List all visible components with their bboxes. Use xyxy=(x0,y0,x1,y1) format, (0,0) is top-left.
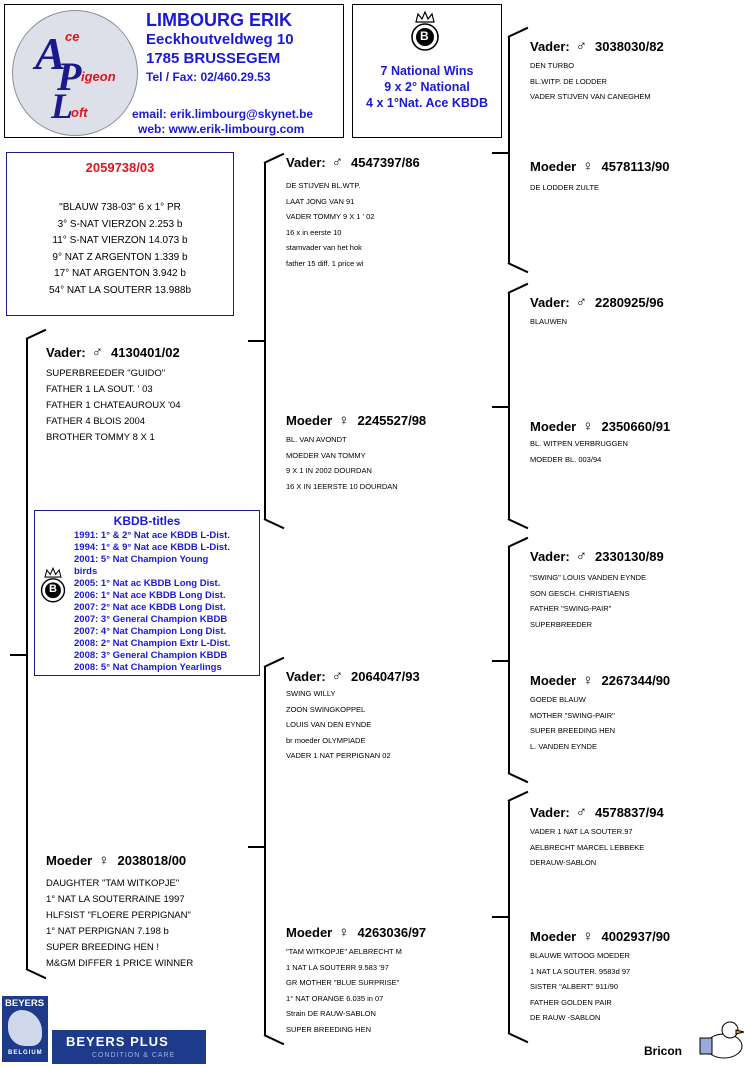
detail-line: DE RAUW -SABLON xyxy=(530,1013,601,1022)
achievement-line: 9° NAT Z ARGENTON 1.339 b xyxy=(52,251,188,263)
kbdb-title-line: 2008: 5° Nat Champion Yearlings xyxy=(74,662,222,673)
detail-line: VADER 1 NAT LA SOUTER.97 xyxy=(530,827,633,836)
dd-ring: 4263036/97 xyxy=(357,925,427,940)
sire-ring: 4130401/02 xyxy=(111,345,180,360)
female-icon: ♀ xyxy=(98,852,110,869)
achievement-line: 11° S-NAT VIERZON 14.073 b xyxy=(52,235,188,246)
detail-line: SUPERBREEDER "GUIDO" xyxy=(46,368,166,379)
ss-bracket xyxy=(508,36,510,264)
detail-line: DE LODDER ZULTE xyxy=(530,183,600,192)
kbdb-title-line: 2005: 1° Nat ac KBDB Long Dist. xyxy=(74,578,221,589)
beyers-plus-logo: BEYERS PLUS CONDITION & CARE xyxy=(52,1030,206,1064)
detail-line: LAAT JONG VAN 91 xyxy=(286,196,355,206)
sdd-ring: 2350660/91 xyxy=(601,419,671,434)
kbdb-title-line: birds xyxy=(74,566,98,577)
dam-ring: 2038018/00 xyxy=(117,853,187,868)
ds-ring: 2064047/93 xyxy=(351,669,420,684)
dss-header: Vader: ♂ 2330130/89 xyxy=(530,548,664,565)
detail-line: GOEDE BLAUW xyxy=(530,695,586,704)
wins-line-3: 4 x 1°Nat. Ace KBDB xyxy=(366,96,488,110)
detail-line: GR MOTHER "BLUE SURPRISE" xyxy=(286,978,400,987)
kbdb-title-line: 1994: 1° & 9° Nat ace KBDB L-Dist. xyxy=(74,542,230,553)
dds-ring: 4578837/94 xyxy=(595,805,664,820)
detail-line: MOEDER VAN TOMMY xyxy=(286,450,366,460)
detail-line: DE STIJVEN BL.WTP. xyxy=(286,181,361,190)
detail-line: BL. WITPEN VERBRUGGEN xyxy=(530,439,628,448)
pigeon-icon xyxy=(8,1010,42,1046)
kbdb-title-line: 2007: 2° Nat ace KBDB Long Dist. xyxy=(74,602,226,613)
detail-line: SUPER BREEDING HEN xyxy=(286,1024,372,1034)
ss-header: Vader: ♂ 4547397/86 xyxy=(286,154,420,171)
detail-line: 9 X 1 IN 2002 DOURDAN xyxy=(286,466,372,475)
kbdb-title-line: 2008: 3° General Champion KBDB xyxy=(74,650,228,661)
dd-bracket xyxy=(508,800,510,1034)
detail-line: SON GESCH. CHRISTIAENS xyxy=(530,588,630,598)
dam-bracket xyxy=(264,666,266,1036)
ds-bracket xyxy=(508,546,510,774)
male-icon: ♂ xyxy=(575,38,587,55)
dss-ring: 2330130/89 xyxy=(595,549,664,564)
kbdb-title-line: 1991: 1° & 2° Nat ace KBDB L-Dist. xyxy=(74,530,230,541)
kbdb-badge-icon: B xyxy=(408,10,442,52)
dam-header: Moeder ♀ 2038018/00 xyxy=(46,852,187,869)
detail-line: SUPER BREEDING HEN ! xyxy=(46,942,159,953)
detail-line: AELBRECHT MARCEL LEBBEKE xyxy=(530,842,645,852)
detail-line: 16 X IN 1EERSTE 10 DOURDAN xyxy=(286,481,398,491)
street: Eeckhoutveldweg 10 xyxy=(146,31,294,48)
ddd-details xyxy=(530,948,630,1026)
male-icon: ♂ xyxy=(91,344,103,361)
detail-line: 1° NAT PERPIGNAN 7.198 b xyxy=(46,926,169,937)
detail-line: BLAUWE WITOOG MOEDER xyxy=(530,951,630,960)
achievement-line: 17° NAT ARGENTON 3.942 b xyxy=(54,268,186,279)
kbdb-title-line: 2001: 5° Nat Champion Young xyxy=(74,554,209,565)
achievement-line: "BLAUW 738-03" 6 x 1° PR xyxy=(59,202,181,213)
female-icon: ♀ xyxy=(582,928,594,945)
detail-line: br moeder OLYMPIADE xyxy=(286,735,366,745)
ss-ring: 4547397/86 xyxy=(351,155,420,170)
phone: Tel / Fax: 02/460.29.53 xyxy=(146,70,271,84)
detail-line: LOUIS VAN DEN EYNDE xyxy=(286,720,372,729)
detail-line: SUPERBREEDER xyxy=(530,619,593,629)
detail-line: FATHER 1 LA SOUT. ' 03 xyxy=(46,384,153,395)
detail-line: BROTHER TOMMY 8 X 1 xyxy=(46,432,155,443)
dam-details xyxy=(46,876,193,972)
detail-line: BL. VAN AVONDT xyxy=(286,435,347,444)
ddd-ring: 4002937/90 xyxy=(601,929,671,944)
ds-details xyxy=(286,686,391,764)
sire-details xyxy=(46,366,181,446)
kbdb-title: KBDB-titles xyxy=(113,514,181,528)
ds-header: Vader: ♂ 2064047/93 xyxy=(286,668,420,685)
detail-line: 16 x in eerste 10 xyxy=(286,227,342,237)
male-icon: ♂ xyxy=(331,154,343,171)
detail-line: FATHER 1 CHATEAUROUX '04 xyxy=(46,400,181,411)
achievement-line: 54° NAT LA SOUTERR 13.988b xyxy=(48,284,192,296)
kbdb-title-line: 2008: 2° Nat Champion Extr L-Dist. xyxy=(74,638,231,649)
detail-line: MOTHER "SWING-PAIR" xyxy=(530,710,615,720)
sd-ring: 2245527/98 xyxy=(357,413,427,428)
email[interactable]: email: erik.limbourg@skynet.be xyxy=(132,107,314,121)
female-icon: ♀ xyxy=(582,672,594,689)
detail-line: stamvader van het hok xyxy=(286,243,362,252)
detail-line: ZOON SWINGKOPPEL xyxy=(286,704,366,714)
detail-line: SWING WILLY xyxy=(286,689,336,698)
detail-line: M&GM DIFFER 1 PRICE WINNER xyxy=(46,958,194,969)
detail-line: father 15 diff. 1 price wi xyxy=(286,258,364,268)
detail-line: BLAUWEN xyxy=(530,317,568,326)
female-icon: ♀ xyxy=(582,418,594,435)
ddd-header: Moeder ♀ 4002937/90 xyxy=(530,928,671,945)
sdd-details xyxy=(530,436,628,467)
ssd-details xyxy=(530,180,599,196)
sss-header: Vader: ♂ 3038030/82 xyxy=(530,38,664,55)
kbdb-title-list xyxy=(74,530,230,674)
pigeon-ring: 2059738/03 xyxy=(85,160,155,175)
bricon-label: Bricon xyxy=(644,1044,683,1058)
detail-line: VADER STIJVEN VAN CANEGHEM xyxy=(530,92,651,101)
dsd-ring: 2267344/90 xyxy=(601,673,671,688)
achievement-line: 3° S-NAT VIERZON 2.253 b xyxy=(57,218,183,230)
sds-details xyxy=(530,314,567,330)
detail-line: Strain DE RAUW-SABLON xyxy=(286,1009,376,1018)
sd-header: Moeder ♀ 2245527/98 xyxy=(286,412,427,429)
male-icon: ♂ xyxy=(575,548,587,565)
female-icon: ♀ xyxy=(582,158,594,175)
website[interactable]: web: www.erik-limbourg.com xyxy=(138,122,305,136)
ssd-header: Moeder ♀ 4578113/90 xyxy=(530,158,670,175)
detail-line: FATHER 4 BLOIS 2004 xyxy=(46,416,146,427)
detail-line: MOEDER BL. 003/94 xyxy=(530,454,602,464)
detail-line: 1 NAT LA SOUTER. 9583d 97 xyxy=(530,966,631,976)
sdd-header: Moeder ♀ 2350660/91 xyxy=(530,418,671,435)
dds-details xyxy=(530,824,644,871)
ace-pigeon-loft-logo: A ce P igeon L oft xyxy=(12,10,138,136)
detail-line: FATHER GOLDEN PAIR xyxy=(530,997,612,1007)
detail-line: HLFSIST "FLOERE PERPIGNAN" xyxy=(46,910,191,921)
dsd-header: Moeder ♀ 2267344/90 xyxy=(530,672,671,689)
sss-ring: 3038030/82 xyxy=(595,39,664,54)
pigeon-achievements xyxy=(6,200,234,299)
detail-line: BL.WITP. DE LODDER xyxy=(530,76,607,86)
dd-details xyxy=(286,944,402,1037)
breeder-name: LIMBOURG ERIK xyxy=(146,10,292,30)
wins-line-2: 9 x 2° National xyxy=(384,80,470,94)
detail-line: 1° NAT LA SOUTERRAINE 1997 xyxy=(46,894,185,905)
detail-line: 1 NAT LA SOUTERR 9.583 '97 xyxy=(286,962,389,972)
kbdb-title-line: 2007: 3° General Champion KBDB xyxy=(74,614,228,625)
kbdb-badge-icon: B xyxy=(38,566,68,604)
dss-details xyxy=(530,570,646,632)
detail-line: 1° NAT ORANGE 6.035 in 07 xyxy=(286,993,384,1003)
female-icon: ♀ xyxy=(338,412,350,429)
male-icon: ♂ xyxy=(575,804,587,821)
dds-header: Vader: ♂ 4578837/94 xyxy=(530,804,664,821)
detail-line: DEN TURBO xyxy=(530,61,575,70)
detail-line: SISTER "ALBERT" 911/90 xyxy=(530,982,619,991)
female-icon: ♀ xyxy=(338,924,350,941)
ss-details xyxy=(286,178,374,271)
beyers-logo: BEYERS BELGIUM xyxy=(2,996,48,1062)
sire-header: Vader: ♂ 4130401/02 xyxy=(46,344,180,361)
detail-line: VADER 1 NAT PERPIGNAN 02 xyxy=(286,751,391,760)
male-icon: ♂ xyxy=(331,668,343,685)
detail-line: "SWING" LOUIS VANDEN EYNDE xyxy=(530,573,647,582)
sd-bracket xyxy=(508,292,510,520)
bricon-mascot-icon xyxy=(694,1018,746,1062)
dd-header: Moeder ♀ 4263036/97 xyxy=(286,924,427,941)
dsd-details xyxy=(530,692,615,754)
male-icon: ♂ xyxy=(575,294,587,311)
sire-bracket xyxy=(264,162,266,520)
ssd-ring: 4578113/90 xyxy=(601,159,670,174)
detail-line: DERAUW-SABLON xyxy=(530,858,597,867)
detail-line: VADER TOMMY 9 X 1 ' 02 xyxy=(286,212,375,221)
kbdb-title-line: 2006: 1° Nat ace KBDB Long Dist. xyxy=(74,590,226,601)
city: 1785 BRUSSEGEM xyxy=(146,50,281,67)
sds-ring: 2280925/96 xyxy=(595,295,664,310)
wins-line-1: 7 National Wins xyxy=(380,64,474,78)
detail-line: FATHER "SWING-PAIR" xyxy=(530,604,612,613)
detail-line: "TAM WITKOPJE" AELBRECHT M xyxy=(286,947,402,956)
detail-line: L. VANDEN EYNDE xyxy=(530,741,597,751)
sss-details xyxy=(530,58,651,105)
detail-line: SUPER BREEDING HEN xyxy=(530,726,616,735)
kbdb-title-line: 2007: 4° Nat Champion Long Dist. xyxy=(74,626,227,637)
main-bracket xyxy=(26,338,28,970)
sds-header: Vader: ♂ 2280925/96 xyxy=(530,294,664,311)
detail-line: DAUGHTER "TAM WITKOPJE" xyxy=(46,878,180,889)
sd-details xyxy=(286,432,398,494)
